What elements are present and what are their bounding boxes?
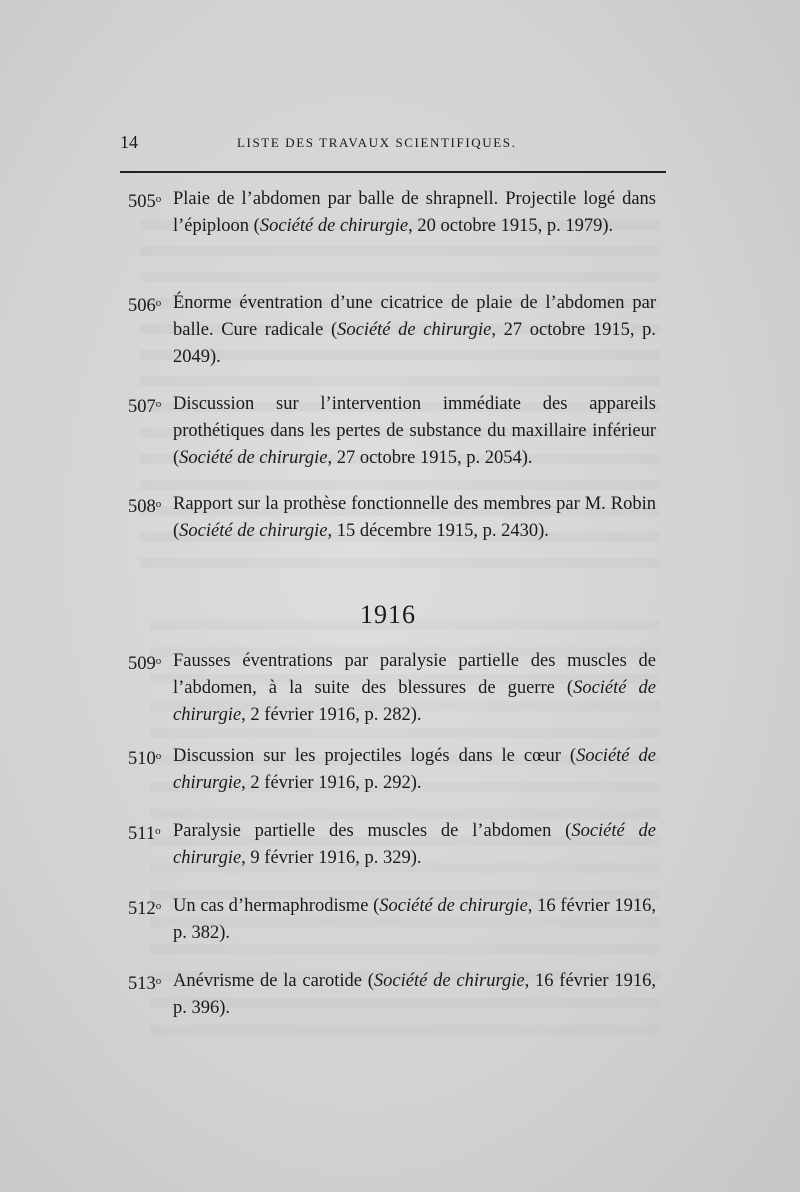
list-item xyxy=(128,186,656,240)
entry-text-run: , 20 octobre 1915, p. 1979). xyxy=(408,216,614,236)
entry-number: 507$^o$ xyxy=(128,397,162,417)
running-title: LISTE DES TRAVAUX SCIENTIFIQUES. xyxy=(237,135,517,150)
entry-text xyxy=(173,186,656,240)
entry-text-run: , 16 février 1916, p. 396). xyxy=(173,971,656,1018)
entry-text xyxy=(173,743,656,797)
journal-name: Société de chirurgie xyxy=(179,448,328,468)
journal-name: Société de chirurgie xyxy=(173,678,656,725)
entry-text xyxy=(173,648,656,729)
header-rule xyxy=(120,171,666,173)
entry-text-run: , 15 décembre 1915, p. 2430). xyxy=(327,521,549,541)
entry-number: 512$^o$ xyxy=(128,899,162,919)
journal-name: Société de chirurgie xyxy=(173,746,656,793)
entry-number: 508$^o$ xyxy=(128,497,162,517)
entry-text-run: Énorme éventration d’une cicatrice de plaie de l’abdomen par balle. Cure radicale ( xyxy=(173,293,656,340)
entry-text-run: Plaie de l’abdomen par balle de shrapnell. Projectile logé dans l’épiploon ( xyxy=(173,189,656,236)
entry-text xyxy=(173,968,656,1022)
list-item xyxy=(128,391,656,472)
list-item xyxy=(128,290,656,371)
entry-text-run: , 27 octobre 1915, p. 2054). xyxy=(327,448,533,468)
journal-name: Société de chirurgie xyxy=(337,320,492,340)
entry-text xyxy=(173,290,656,371)
list-item xyxy=(128,818,656,872)
entry-text-run: , 27 octobre 1915, p. 2049). xyxy=(173,320,656,367)
entry-text xyxy=(173,818,656,872)
entry-text-run: Un cas d’hermaphrodisme ( xyxy=(173,896,380,916)
entry-text-run: , 2 février 1916, p. 292). xyxy=(241,773,422,793)
year-heading: 1916 xyxy=(360,600,416,629)
entry-text-run: , 16 février 1916, p. 382). xyxy=(173,896,656,943)
list-item xyxy=(128,648,656,729)
entry-text-run: Discussion sur l’intervention immédiate des appareils prothétiques dans les pertes de substance du maxillaire inférieur ( xyxy=(173,394,656,468)
page-number: 14 xyxy=(120,132,138,152)
journal-name: Société de chirurgie xyxy=(373,971,525,991)
list-item xyxy=(128,968,656,1022)
list-item xyxy=(128,491,656,545)
journal-name: Société de chirurgie xyxy=(259,216,409,236)
entry-text-run: Anévrisme de la carotide ( xyxy=(173,971,374,991)
entry-text-run: Fausses éventrations par paralysie partielle des muscles de l’abdomen, à la suite des blessures de guerre ( xyxy=(173,651,656,698)
list-item xyxy=(128,893,656,947)
journal-name: Société de chirurgie xyxy=(379,896,528,916)
entry-text-run: Paralysie partielle des muscles de l’abdomen ( xyxy=(173,821,572,841)
journal-name: Société de chirurgie xyxy=(173,821,657,868)
page-header xyxy=(120,132,666,154)
entry-text xyxy=(173,391,656,472)
entry-text-run: , 2 février 1916, p. 282). xyxy=(241,705,422,725)
entry-text-run: , 9 février 1916, p. 329). xyxy=(241,848,422,868)
entry-text-run: Rapport sur la prothèse fonctionnelle des membres par M. Robin ( xyxy=(173,494,656,541)
entry-number: 506$^o$ xyxy=(128,296,162,316)
entry-number: 509$^o$ xyxy=(128,654,162,674)
list-item xyxy=(128,743,656,797)
journal-name: Société de chirurgie xyxy=(179,521,328,541)
entry-text-run: Discussion sur les projectiles logés dans le cœur ( xyxy=(173,746,577,766)
entry-number: 513$^o$ xyxy=(128,974,162,994)
entry-number: 505$^o$ xyxy=(128,192,162,212)
entry-number: 510$^o$ xyxy=(128,749,162,769)
entry-text xyxy=(173,491,656,545)
entry-text xyxy=(173,893,656,947)
entry-number: 511$^o$ xyxy=(128,824,161,844)
